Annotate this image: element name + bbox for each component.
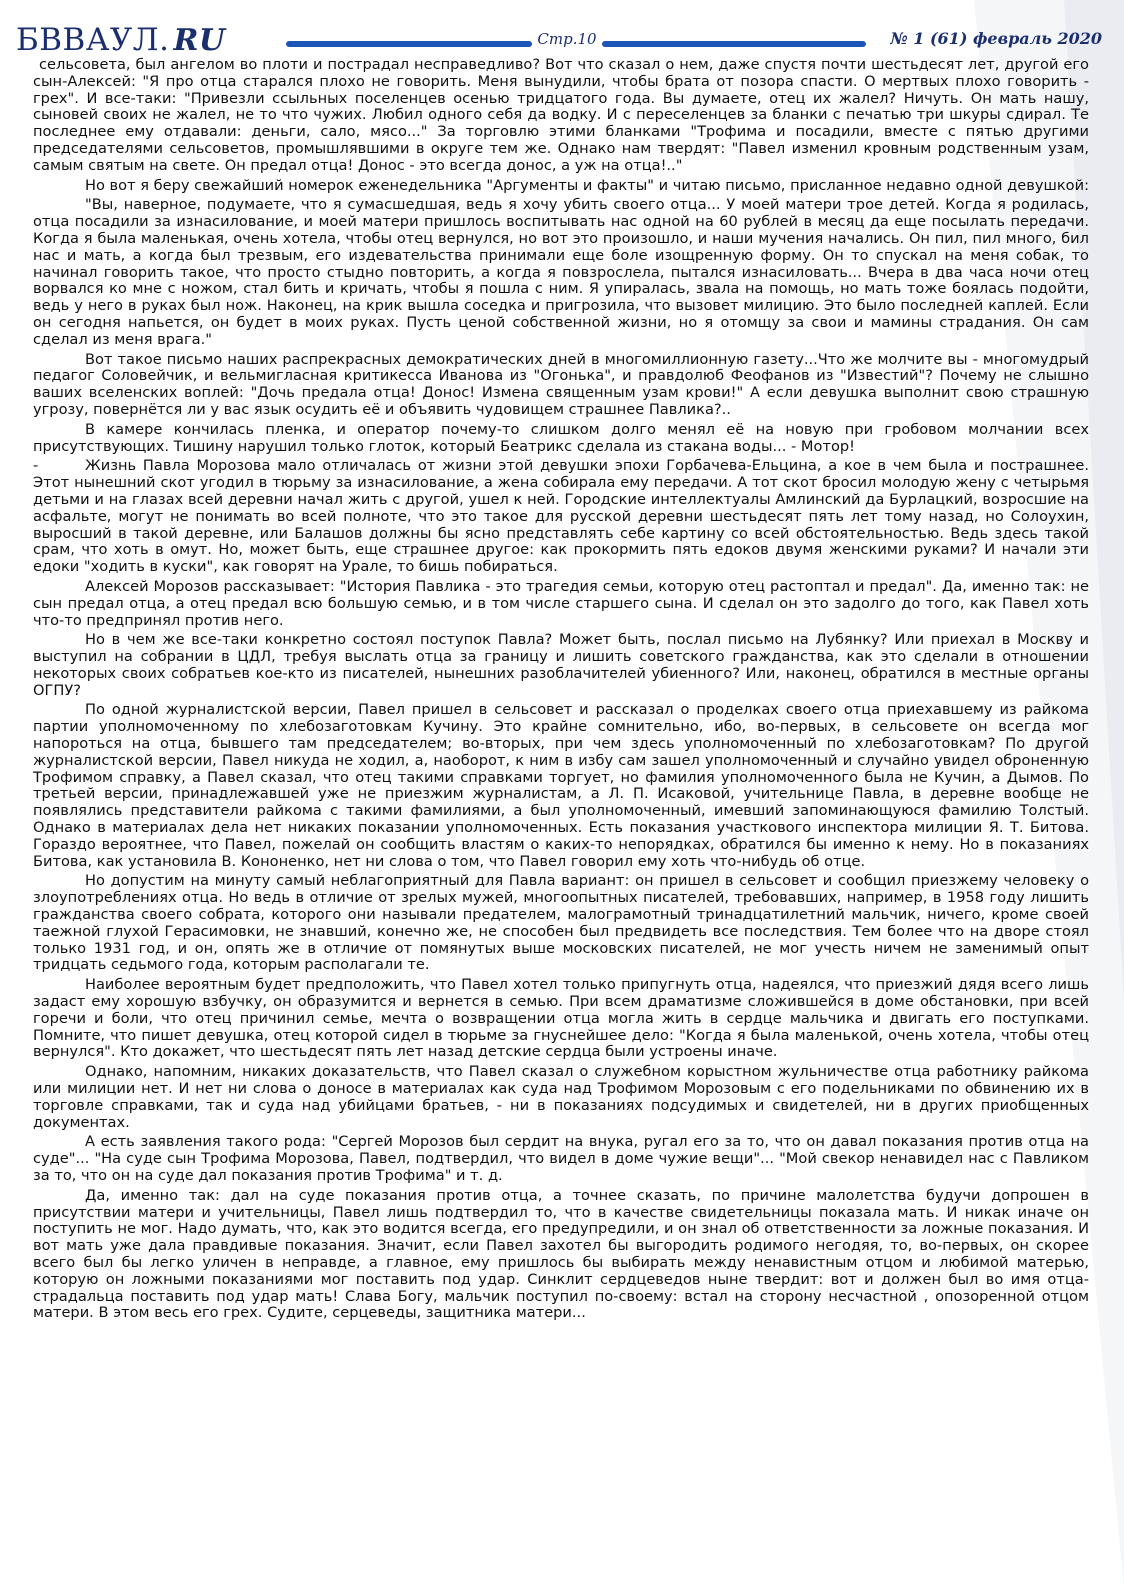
paragraph [33, 458, 1089, 576]
paragraph: Наиболее вероятным будет предположить, что Павел хотел только припугнуть отца, надеялся, что приезжий дядя всего лишь задаст ему хорошую взбучку, он образумится и вернется в семью. При всем драматизме сложившейся в доме обстановки, при всей горечи и боли, что отец причинил семье, мечта о возвращении отца могла жить в сердце мальчика и двигать его поступками. Помните, что пишет девушка, отец которой сидел в тюрьме за гнуснейшее дело: "Когда я была маленькой, очень хотела, чтобы отец вернулся". Кто докажет, что шестьдесят пять лет назад детские сердца были устроены иначе. [33, 976, 1089, 1061]
paragraph-text: Жизнь Павла Морозова мало отличалась от жизни этой девушки эпохи Горбачева-Ельцина, а кое в чем была и пострашнее. Этот нынешний скот угодил в тюрьму за изнасилование, а жена собирала ему передачи. А тот скот бросил молодую жену с четырьмя детьми и на глазах всей деревни начал жить с другой, ушел к ней. Городские интеллектуалы Амлинский да Бурлацкий, возросшие на асфальте, могут не понимать во всей полноте, что это такое для русской деревни шестьдесят пять лет тому назад, но Солоухин, выросший в такой деревне, или Балашов должны бы ясно представлять себе картину со всей обстоятельностью. Ведь здесь такой срам, что хоть в омут. Но, может быть, еще страшнее другое: как прокормить пять едоков двумя женскими руками? И начали эти едоки "ходить в куски", как говорят на Урале, то бишь побираться. [33, 457, 1089, 576]
paragraph: Но вот я беру свежайший номерок еженедельника "Аргументы и факты" и читаю письмо, присланное недавно одной девушкой: [85, 176, 1089, 194]
paragraph: Однако, напомним, никаких доказательств, что Павел сказал о служебном корыстном жульничестве отца работнику райкома или милиции нет. И нет ни слова о доносе в материалах как суда над Трофимом Морозовым с его подельниками по обвинению их в торговле справками, так и суда над убийцами братьев, - ни в показаниях подсудимых и свидетелей, ни в других приобщенных документах. [33, 1063, 1089, 1131]
dash-mark: - [33, 457, 39, 475]
paragraph-quote: "Вы, наверное, подумаете, что я сумасшедшая, ведь я хочу убить своего отца... У моей матери трое детей. Когда я родилась, отца посадили за изнасилование, и моей матери пришлось воспитывать нас одной на 60 рублей в месяц да еще посылать передачи. Когда я была маленькая, очень хотела, чтобы отец вернулся, но вот это произошло, и наши мучения начались. Он пил, пил много, бил нас и мать, а когда был трезвым, его издевательства принимали еще боле изощренную форму. Он то спускал на меня собак, то начинал говорить такое, что просто стыдно повторить, а когда я повзрослела, пытался изнасиловать... Вчера в два часа ночи отец ворвался ко мне с ножом, стал бить и кричать, чтобы я пошла с ним. Я упиралась, звала на помощь, но мать тоже боялась подойти, ведь у него в руках был нож. Наконец, на крик вышла соседка и пригрозила, что вызовет милицию. Это было последней каплей. Если он сегодня напьется, он будет в моих руках. Пусть ценой собственной жизни, но я отомщу за свои и мамины страдания. Он сам сделал из меня врага." [33, 196, 1089, 348]
paragraph: сельсовета, был ангелом во плоти и пострадал несправедливо? Вот что сказал о нем, даже спустя почти шестьдесят лет, другой его сын-Алексей: "Я про отца старался плохо не говорить. Меня вынудили, чтобы брата от позора спасти. О мертвых плохо говорить - грех". И все-таки: "Привезли ссыльных поселенцев осенью тридцатого года. Вы думаете, отец их жалел? Ничуть. Он мать нашу, сыновей своих не жалел, не то что чужих. Любил одного себя да водку. И с переселенцев за бланки с печатью три шкуры сдирал. Те последнее ему отдавали: деньги, сало, мясо..." За торговлю этими бланками "Трофима и посадили, вместе с пятью другими председателями сельсоветов, промышлявшими в округе тем же. Однако нам твердят: "Павел изменил кровным родственным узам, самым святым на свете. Он предал отца! Донос - это всегда донос, а уж на отца!.." [33, 56, 1089, 174]
paragraph: Алексей Морозов рассказывает: "История Павлика - это трагедия семьи, которую отец растоптал и предал". Да, именно так: не сын предал отца, а отец предал всю большую семью, и в том числе старшего сына. И сделал он это задолго до того, как Павел хоть что-то предпринял против него. [33, 577, 1089, 629]
header-rule-right [602, 41, 866, 47]
header-rule-left [286, 41, 532, 47]
paragraph: Да, именно так: дал на суде показания против отца, а точнее сказать, по причине малолетства будучи допрошен в присутствии матери и учительницы, Павел лишь подтвердил то, что в качестве свидетельницы показала мать. И никак иначе он поступить не мог. Надо думать, что, как это водится всегда, его предупредили, и он знал об ответственности за ложные показания. И вот мать уже дала правдивые показания. Значит, если Павел захотел бы выгородить родимого негодяя, то, во-первых, он скорее всего был бы легко уличен в неправде, а главное, ему пришлось бы выбирать между ненавистным отцом и любимой матерью, которую он ложными показаниями мог поставить под удар. Синклит сердцеведов ныне твердит: вот и должен был во имя отца-страдальца поставить под удар мать! Слава Богу, мальчик поступил по-своему: встал на сторону несчастной , опозоренной отцом матери. В этом весь его грех. Судите, серцеведы, защитника матери... [33, 1186, 1089, 1322]
logo-text: БВВАУЛ. [16, 22, 170, 58]
paragraph: А есть заявления такого рода: "Сергей Морозов был сердит на внука, ругал его за то, что он давал показания против отца на суде"... "На суде сын Трофима Морозова, Павел, подтвердил, что видел в доме чужие вещи"... "Мой свекор ненавидел нас с Павликом за то, что он на суде дал показания против Трофима" и т. д. [33, 1133, 1089, 1184]
paragraph: Но допустим на минуту самый неблагоприятный для Павла вариант: он пришел в сельсовет и сообщил приезжему человеку о злоупотреблениях отца. Но ведь в отличие от зрелых мужей, многоопытных писателей, требовавших, например, в 1958 году лишить гражданства своего собрата, которого они называли предателем, малограмотный тринадцатилетний мальчик, ничего, кроме своей таежной глухой Герасимовки, не знавший, конечно же, не способен был предвидеть все последствия. Тем более что на дворе стоял только 1931 год, и он, опять же в отличие от помянутых выше московских писателей, не мог учесть ничем не заменимый опыт тридцать седьмого года, которым располагали те. [33, 872, 1089, 974]
site-logo [16, 22, 226, 58]
page-number: Стр.10 [537, 30, 597, 48]
paragraph: Вот такое письмо наших распрекрасных демократических дней в многомиллионную газету...Что же молчите вы - многомудрый педагог Соловейчик, и вельмигласная критикесса Иванова из "Огонька", и правдолюб Феофанов из "Известий"? Почему не слышно ваших вселенских воплей: "Дочь предала отца! Донос! Измена священным узам крови!" А если девушка выполнит свою страшную угрозу, повернётся ли у вас язык осудить её и объявить чудовищем страшнее Павлика?.. [33, 350, 1089, 418]
issue-number: № 1 (61) февраль 2020 [890, 29, 1102, 48]
article-body [33, 57, 1089, 1325]
logo-ru: RU [173, 23, 226, 58]
paragraph: В камере кончилась пленка, и оператор почему-то слишком долго менял её на новую при гробовом молчании всех присутствующих. Тишину нарушил только глоток, который Беатрикс сделала из стакана воды... - Мотор! [33, 420, 1089, 455]
paragraph: Но в чем же все-таки конкретно состоял поступок Павла? Может быть, послал письмо на Лубянку? Или приехал в Москву и выступил на собрании в ЦДЛ, требуя выслать отца за границу и лишить советского гражданства, как это сделали в отношении некоторых своих собратьев кое-кто из писателей, нынешних разоблачителей убиенного? Или, наконец, обратился в местные органы ОГПУ? [33, 631, 1089, 699]
paragraph: По одной журналистской версии, Павел пришел в сельсовет и рассказал о проделках своего отца приехавшему из райкома партии уполномоченному по хлебозаготовкам Кучину. Это крайне сомнительно, ибо, во-первых, в сельсовете он всегда мог напороться на отца, бывшего там председателем; во-вторых, при чем здесь уполномоченный по хлебозаготовкам? По другой журналистской версии, Павел никуда не ходил, а, наоборот, к ним в избу сам зашел уполномоченный и случайно увидел оброненную Трофимом справку, а Павел сказал, что отец такими справками торгует, но фамилия уполномоченного была не Кучин, а Дымов. По третьей версии, принадлежавшей уже не приезжим журналистам, а Л. П. Исаковой, учительнице Павла, в деревне вообще не появлялись представители райкома с такими фамилиями, а был уполномоченный, имевший запоминающуюся фамилию Толстый. Однако в материалах дела нет никаких показании уполномоченных. Есть показания участкового инспектора милиции Я. Т. Битова. Гораздо вероятнее, что Павел, пожелай он сообщить властям о каких-то непорядках, обратился бы именно к нему. Но в показаниях Битова, как установила В. Кононенко, нет ни слова о том, что Павел говорил ему хоть что-нибудь об отце. [33, 701, 1089, 870]
page-header [16, 16, 1112, 58]
